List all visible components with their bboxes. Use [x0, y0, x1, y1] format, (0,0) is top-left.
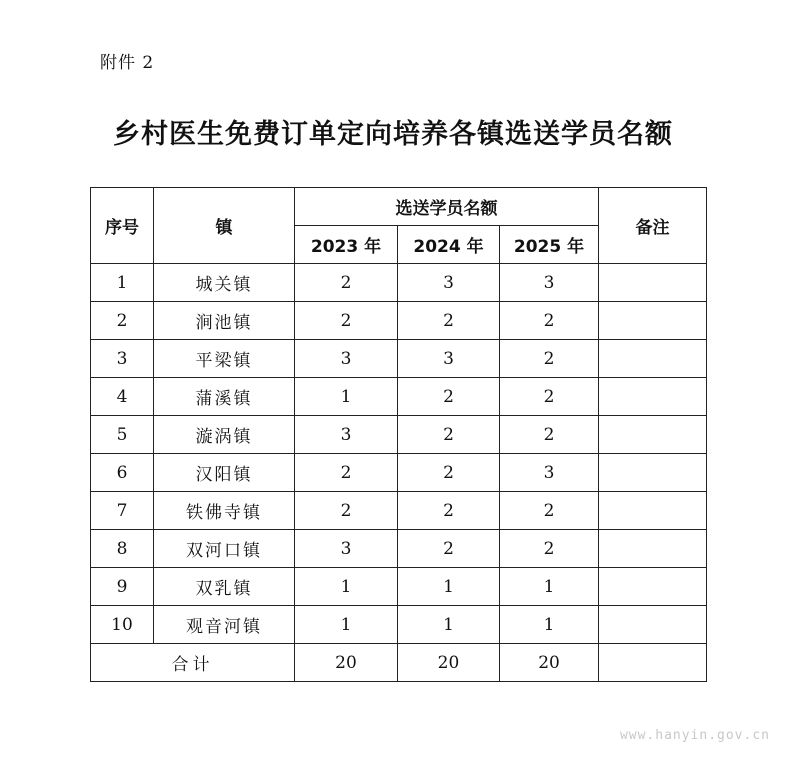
row-index: 5 — [91, 416, 154, 454]
row-remarks — [599, 606, 707, 644]
total-2024: 20 — [398, 644, 500, 682]
row-index: 6 — [91, 454, 154, 492]
row-quota-2024: 1 — [398, 606, 500, 644]
row-index: 4 — [91, 378, 154, 416]
row-town: 双乳镇 — [154, 568, 295, 606]
row-index: 7 — [91, 492, 154, 530]
row-index: 1 — [91, 264, 154, 302]
header-year-2023: 2023 年 — [295, 226, 398, 264]
row-quota-2025: 3 — [500, 454, 599, 492]
table-row — [91, 264, 707, 302]
row-quota-2025: 2 — [500, 340, 599, 378]
row-quota-2023: 1 — [295, 568, 398, 606]
row-quota-2024: 2 — [398, 378, 500, 416]
row-town: 平梁镇 — [154, 340, 295, 378]
header-index: 序号 — [91, 188, 154, 264]
row-town: 城关镇 — [154, 264, 295, 302]
row-index: 10 — [91, 606, 154, 644]
header-town: 镇 — [154, 188, 295, 264]
row-remarks — [599, 302, 707, 340]
row-town: 蒲溪镇 — [154, 378, 295, 416]
row-quota-2023: 1 — [295, 378, 398, 416]
header-year-2024: 2024 年 — [398, 226, 500, 264]
table-row — [91, 378, 707, 416]
row-quota-2023: 2 — [295, 302, 398, 340]
row-quota-2025: 2 — [500, 378, 599, 416]
table-row — [91, 302, 707, 340]
total-2025: 20 — [500, 644, 599, 682]
total-row — [91, 644, 707, 682]
row-remarks — [599, 340, 707, 378]
row-remarks — [599, 378, 707, 416]
attachment-label: 附件 2 — [100, 53, 155, 73]
row-town: 铁佛寺镇 — [154, 492, 295, 530]
row-quota-2023: 3 — [295, 530, 398, 568]
row-quota-2025: 1 — [500, 568, 599, 606]
total-remarks — [599, 644, 707, 682]
row-quota-2023: 1 — [295, 606, 398, 644]
row-remarks — [599, 264, 707, 302]
row-quota-2023: 2 — [295, 264, 398, 302]
table-row — [91, 492, 707, 530]
table-row — [91, 606, 707, 644]
row-town: 漩涡镇 — [154, 416, 295, 454]
row-index: 8 — [91, 530, 154, 568]
row-index: 3 — [91, 340, 154, 378]
row-town: 观音河镇 — [154, 606, 295, 644]
row-quota-2024: 2 — [398, 416, 500, 454]
row-remarks — [599, 454, 707, 492]
table-row — [91, 568, 707, 606]
header-year-2025: 2025 年 — [500, 226, 599, 264]
row-quota-2023: 2 — [295, 454, 398, 492]
total-label: 合计 — [91, 644, 295, 682]
row-quota-2023: 3 — [295, 416, 398, 454]
table-row — [91, 454, 707, 492]
document-title: 乡村医生免费订单定向培养各镇选送学员名额 — [113, 119, 673, 150]
row-quota-2025: 3 — [500, 264, 599, 302]
row-quota-2025: 2 — [500, 492, 599, 530]
row-town: 涧池镇 — [154, 302, 295, 340]
header-quota-group: 选送学员名额 — [295, 188, 599, 226]
row-remarks — [599, 416, 707, 454]
row-quota-2023: 2 — [295, 492, 398, 530]
row-quota-2023: 3 — [295, 340, 398, 378]
row-town: 双河口镇 — [154, 530, 295, 568]
row-quota-2024: 3 — [398, 264, 500, 302]
row-quota-2024: 2 — [398, 492, 500, 530]
row-index: 9 — [91, 568, 154, 606]
table-row — [91, 530, 707, 568]
row-index: 2 — [91, 302, 154, 340]
row-quota-2024: 1 — [398, 568, 500, 606]
watermark: www.hanyin.gov.cn — [619, 728, 770, 743]
row-town: 汉阳镇 — [154, 454, 295, 492]
row-quota-2024: 2 — [398, 454, 500, 492]
table-row — [91, 340, 707, 378]
row-remarks — [599, 568, 707, 606]
row-quota-2025: 2 — [500, 416, 599, 454]
row-quota-2025: 2 — [500, 302, 599, 340]
row-quota-2025: 2 — [500, 530, 599, 568]
row-quota-2024: 2 — [398, 302, 500, 340]
row-quota-2024: 3 — [398, 340, 500, 378]
table-body — [91, 264, 707, 682]
row-remarks — [599, 492, 707, 530]
total-2023: 20 — [295, 644, 398, 682]
header-remarks: 备注 — [599, 188, 707, 264]
row-remarks — [599, 530, 707, 568]
table-header-row — [91, 188, 707, 226]
table-row — [91, 416, 707, 454]
row-quota-2024: 2 — [398, 530, 500, 568]
quota-table — [90, 187, 707, 682]
row-quota-2025: 1 — [500, 606, 599, 644]
